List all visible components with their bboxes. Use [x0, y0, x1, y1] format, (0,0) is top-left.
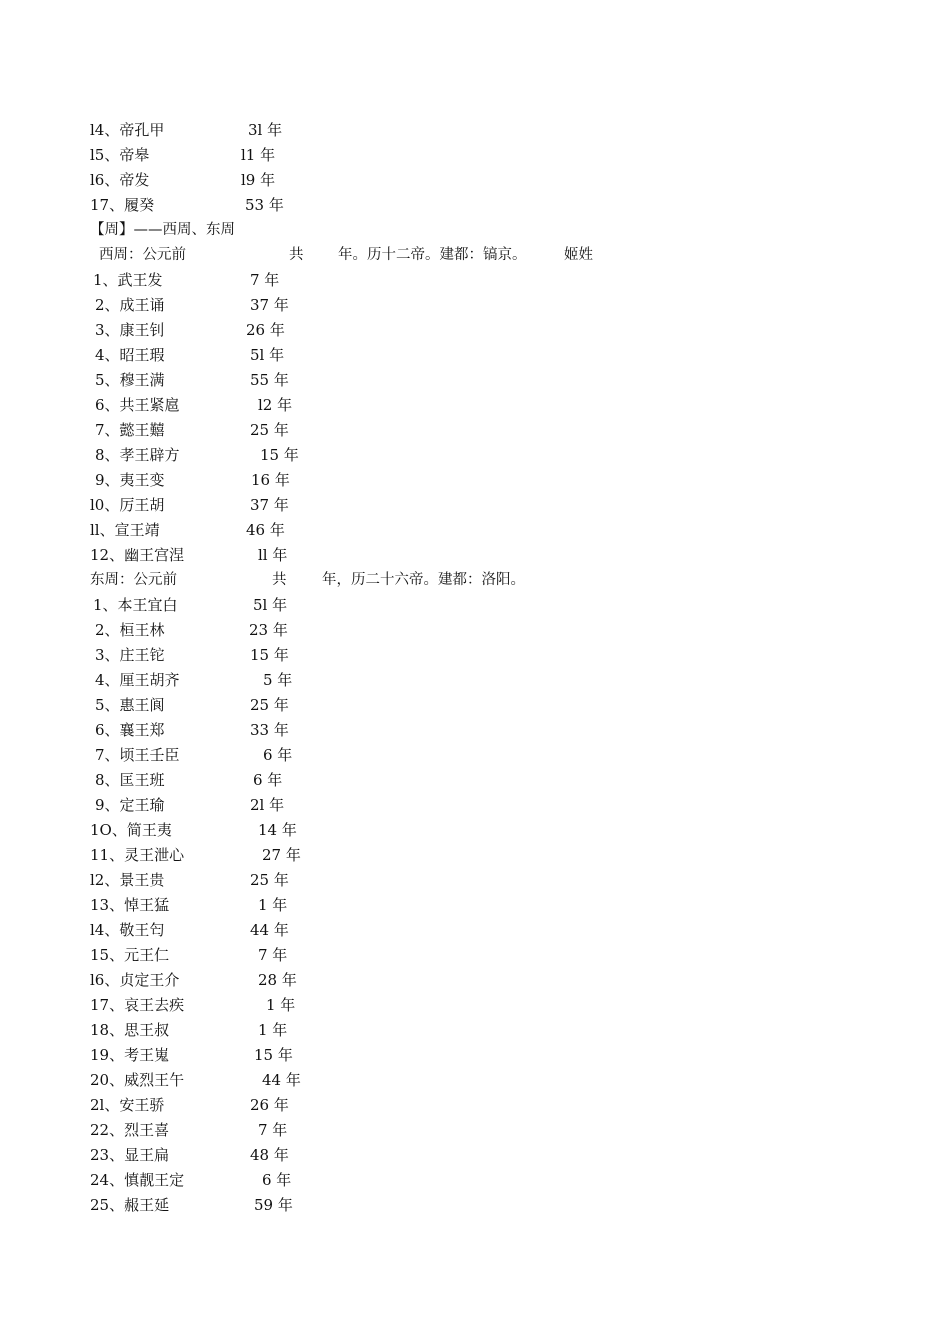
- reign-years: 59 年: [254, 1196, 293, 1214]
- reign-years: 55 年: [250, 371, 289, 389]
- king-name: l5、帝皋: [90, 146, 150, 164]
- reign-years: 37 年: [250, 296, 289, 314]
- reign-years: l1 年: [241, 146, 276, 164]
- reign-years: 7 年: [258, 946, 288, 964]
- reign-years: 7 年: [258, 1121, 288, 1139]
- king-name: 24、慎靓王定: [90, 1171, 185, 1189]
- reign-years: 1 年: [258, 896, 288, 914]
- heading-text: 【周】——西周、东周: [90, 222, 235, 238]
- king-name: 9、夷王变: [95, 471, 165, 489]
- king-name: 2l、安王骄: [90, 1096, 165, 1114]
- king-name: 13、悼王猛: [90, 896, 170, 914]
- reign-years: 15 年: [250, 646, 289, 664]
- king-name: 8、匡王班: [95, 771, 165, 789]
- king-name: 3、康王钊: [95, 321, 165, 339]
- king-name: 17、履癸: [90, 196, 155, 214]
- king-name: 25、赧王延: [90, 1196, 170, 1214]
- king-name: 17、哀王去疾: [90, 996, 185, 1014]
- king-name: 2、成王诵: [95, 296, 165, 314]
- king-name: 11、灵王泄心: [90, 846, 185, 864]
- king-name: 4、厘王胡齐: [95, 671, 180, 689]
- reign-years: 6 年: [262, 1171, 292, 1189]
- reign-years: 6 年: [263, 746, 293, 764]
- reign-years: 1 年: [266, 996, 296, 1014]
- king-name: 7、懿王囏: [95, 421, 165, 439]
- reign-years: 25 年: [250, 871, 289, 889]
- intro-label: 东周：公元前: [90, 572, 177, 588]
- king-name: 19、考王嵬: [90, 1046, 170, 1064]
- king-name: 23、显王扁: [90, 1146, 170, 1164]
- east-zhou-intro: [0, 568, 950, 592]
- intro-rest: 年。历十二帝。建都：镐京。: [338, 247, 527, 263]
- king-name: 6、襄王郑: [95, 721, 165, 739]
- king-name: 7、顷王壬臣: [95, 746, 180, 764]
- reign-years: l9 年: [241, 171, 276, 189]
- reign-years: 15 年: [254, 1046, 293, 1064]
- reign-years: 23 年: [249, 621, 288, 639]
- king-name: 9、定王瑜: [95, 796, 165, 814]
- reign-years: 28 年: [258, 971, 297, 989]
- reign-years: 5 年: [263, 671, 293, 689]
- king-name: l0、厉王胡: [90, 496, 165, 514]
- reign-years: 25 年: [250, 421, 289, 439]
- reign-years: 7 年: [250, 271, 280, 289]
- reign-years: 46 年: [246, 521, 285, 539]
- king-name: 6、共王紧扈: [95, 396, 180, 414]
- reign-years: 14 年: [258, 821, 297, 839]
- reign-years: l2 年: [258, 396, 293, 414]
- king-name: ll、宣王靖: [90, 521, 160, 539]
- gong-label: 共: [272, 572, 287, 588]
- king-name: 5、穆王满: [95, 371, 165, 389]
- reign-years: 33 年: [250, 721, 289, 739]
- reign-years: 16 年: [251, 471, 290, 489]
- king-name: 22、烈王喜: [90, 1121, 170, 1139]
- king-name: 1O、简王夷: [90, 821, 172, 839]
- king-name: 1、本王宜白: [93, 596, 178, 614]
- reign-years: 37 年: [250, 496, 289, 514]
- king-name: 2、桓王林: [95, 621, 165, 639]
- reign-years: 15 年: [260, 446, 299, 464]
- king-name: l6、贞定王介: [90, 971, 180, 989]
- king-name: 3、庄王铊: [95, 646, 165, 664]
- reign-years: 44 年: [262, 1071, 301, 1089]
- king-name: l6、帝发: [90, 171, 150, 189]
- intro-label: 西周：公元前: [99, 247, 186, 263]
- reign-years: 48 年: [250, 1146, 289, 1164]
- gong-label: 共: [289, 247, 304, 263]
- king-name: 4、昭王瑕: [95, 346, 165, 364]
- west-zhou-intro: [0, 243, 950, 267]
- king-name: 12、幽王宫涅: [90, 546, 185, 564]
- reign-years: 53 年: [245, 196, 284, 214]
- reign-years: 26 年: [246, 321, 285, 339]
- reign-years: 25 年: [250, 696, 289, 714]
- intro-rest: 年，历二十六帝。建都：洛阳。: [322, 572, 525, 588]
- reign-years: 44 年: [250, 921, 289, 939]
- reign-years: 3l 年: [248, 121, 283, 139]
- king-name: 5、惠王阆: [95, 696, 165, 714]
- king-name: 1、武王发: [93, 271, 163, 289]
- king-name: l4、敬王匄: [90, 921, 165, 939]
- reign-years: ll 年: [258, 546, 288, 564]
- king-name: l2、景王贵: [90, 871, 165, 889]
- king-name: 8、孝王辟方: [95, 446, 180, 464]
- reign-years: 5l 年: [253, 596, 288, 614]
- reign-years: 6 年: [253, 771, 283, 789]
- king-name: l4、帝孔甲: [90, 121, 165, 139]
- king-name: 20、威烈王午: [90, 1071, 185, 1089]
- king-name: 18、思王叔: [90, 1021, 170, 1039]
- reign-years: 2l 年: [250, 796, 285, 814]
- reign-years: 5l 年: [250, 346, 285, 364]
- reign-years: 27 年: [262, 846, 301, 864]
- reign-years: 1 年: [258, 1021, 288, 1039]
- king-name: 15、元王仁: [90, 946, 170, 964]
- surname-label: 姬姓: [564, 247, 593, 263]
- reign-years: 26 年: [250, 1096, 289, 1114]
